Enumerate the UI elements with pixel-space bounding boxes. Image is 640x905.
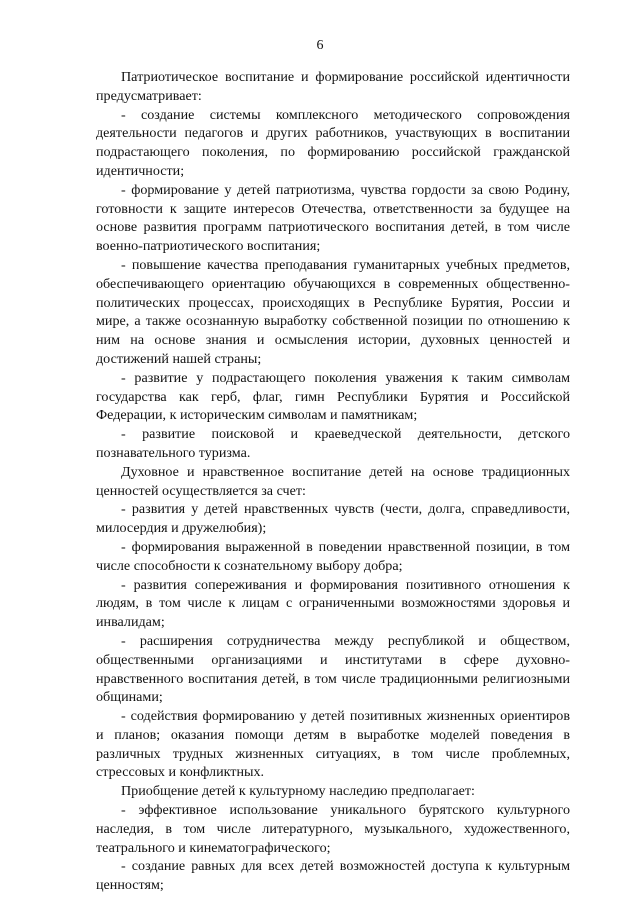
paragraph: - содействия формированию у детей позитивных жизненных ориентиров и планов; оказания помощи детям в выработке моделей поведения в различных трудных жизненных ситуациях, в том числе проблемных, стрессовых и конфликтных. xyxy=(96,708,570,781)
paragraph: - развития у детей нравственных чувств (чести, долга, справедливости, милосердия и дружелюбия); xyxy=(96,501,570,537)
paragraph: - создание системы комплексного методического сопровождения деятельности педагогов и других работников, участвующих в воспитании подрастающего поколения, по формированию российской гражданской идентичности; xyxy=(96,106,570,179)
paragraph: - создание равных для всех детей возможностей доступа к культурным ценностям; xyxy=(96,858,570,894)
paragraph: Духовное и нравственное воспитание детей на основе традиционных ценностей осуществляется за счет: xyxy=(96,463,570,499)
paragraph: - развитие поисковой и краеведческой деятельности, детского познавательного туризма. xyxy=(96,426,570,461)
paragraph: - развития сопереживания и формирования позитивного отношения к людям, в том числе к лицам с ограниченными возможностями здоровья и инвалидам; xyxy=(96,576,570,631)
document-body xyxy=(96,68,570,895)
paragraph: - развитие у подрастающего поколения уважения к таким символам государства как герб, флаг, гимн Республики Бурятия и Российской Федерации, к историческим символам и памятникам; xyxy=(96,369,570,424)
page-number: 6 xyxy=(316,38,324,53)
paragraph: - расширения сотрудничества между республикой и обществом, общественными организациями и институтами в сфере духовно-нравственного воспитания детей, в том числе традиционными религиозными общинами; xyxy=(96,632,570,706)
paragraph: Приобщение детей к культурному наследию предполагает: xyxy=(121,783,475,800)
paragraph: - повышение качества преподавания гуманитарных учебных предметов, обеспечивающего ориентацию обучающихся в современных общественно-политических процессах, происходящих в Республике Бурятия, России и мире, а также осознанную выработку собственной позиции по отношению к ним на основе знания и осмысления истории, духовных ценностей и достижений нашей страны; xyxy=(96,256,570,367)
paragraph: - формирования выраженной в поведении нравственной позиции, в том числе способности к сознательному выбору добра; xyxy=(96,538,570,574)
paragraph: - эффективное использование уникального бурятского культурного наследия, в том числе литературного, музыкального, художественного, театрального и кинематографического; xyxy=(96,802,570,856)
paragraph: Патриотическое воспитание и формирование российской идентичности предусматривает: xyxy=(96,69,570,104)
paragraph: - формирование у детей патриотизма, чувства гордости за свою Родину, готовности к защите интересов Отечества, ответственности за будущее на основе развития программ патриотического воспитания детей, в том числе военно-патриотического воспитания; xyxy=(96,181,570,255)
